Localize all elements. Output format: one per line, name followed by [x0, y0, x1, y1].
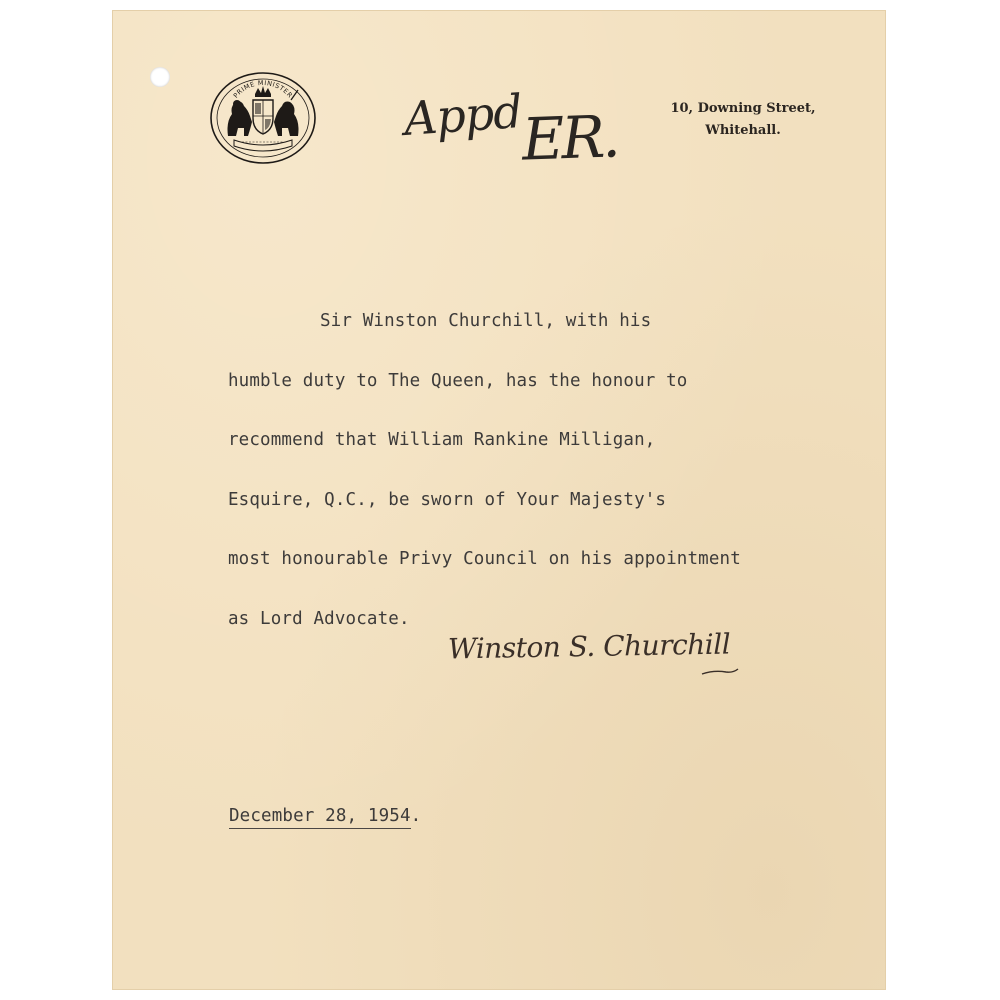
body-line: Esquire, Q.C., be sworn of Your Majesty's: [228, 489, 667, 510]
crest-label-text: PRIME MINISTER: [231, 78, 295, 100]
body-line: humble duty to The Queen, has the honour to: [228, 370, 688, 391]
body-line: recommend that William Rankine Milligan,: [228, 430, 656, 450]
body-line: most honourable Privy Council on his appointment: [228, 549, 741, 569]
royal-initials-annotation: ER.: [520, 102, 619, 174]
punch-hole: [150, 67, 170, 87]
signature-flourish: [700, 662, 740, 678]
body-line: as Lord Advocate.: [228, 608, 410, 629]
letterhead-address: [668, 98, 818, 142]
body-line: Sir Winston Churchill, with his: [320, 311, 652, 331]
letter-date: [229, 806, 421, 826]
address-line-1: 10, Downing Street,: [670, 101, 816, 116]
letter-body: [228, 292, 828, 649]
royal-crest-seal: [208, 70, 318, 166]
date-terminal: .: [410, 806, 422, 826]
address-line-2: Whitehall.: [705, 123, 781, 138]
handwritten-signature: Winston S. Churchill: [447, 627, 731, 666]
date-text: December 28, 1954: [229, 806, 411, 829]
approval-annotation: Appd: [402, 83, 524, 147]
